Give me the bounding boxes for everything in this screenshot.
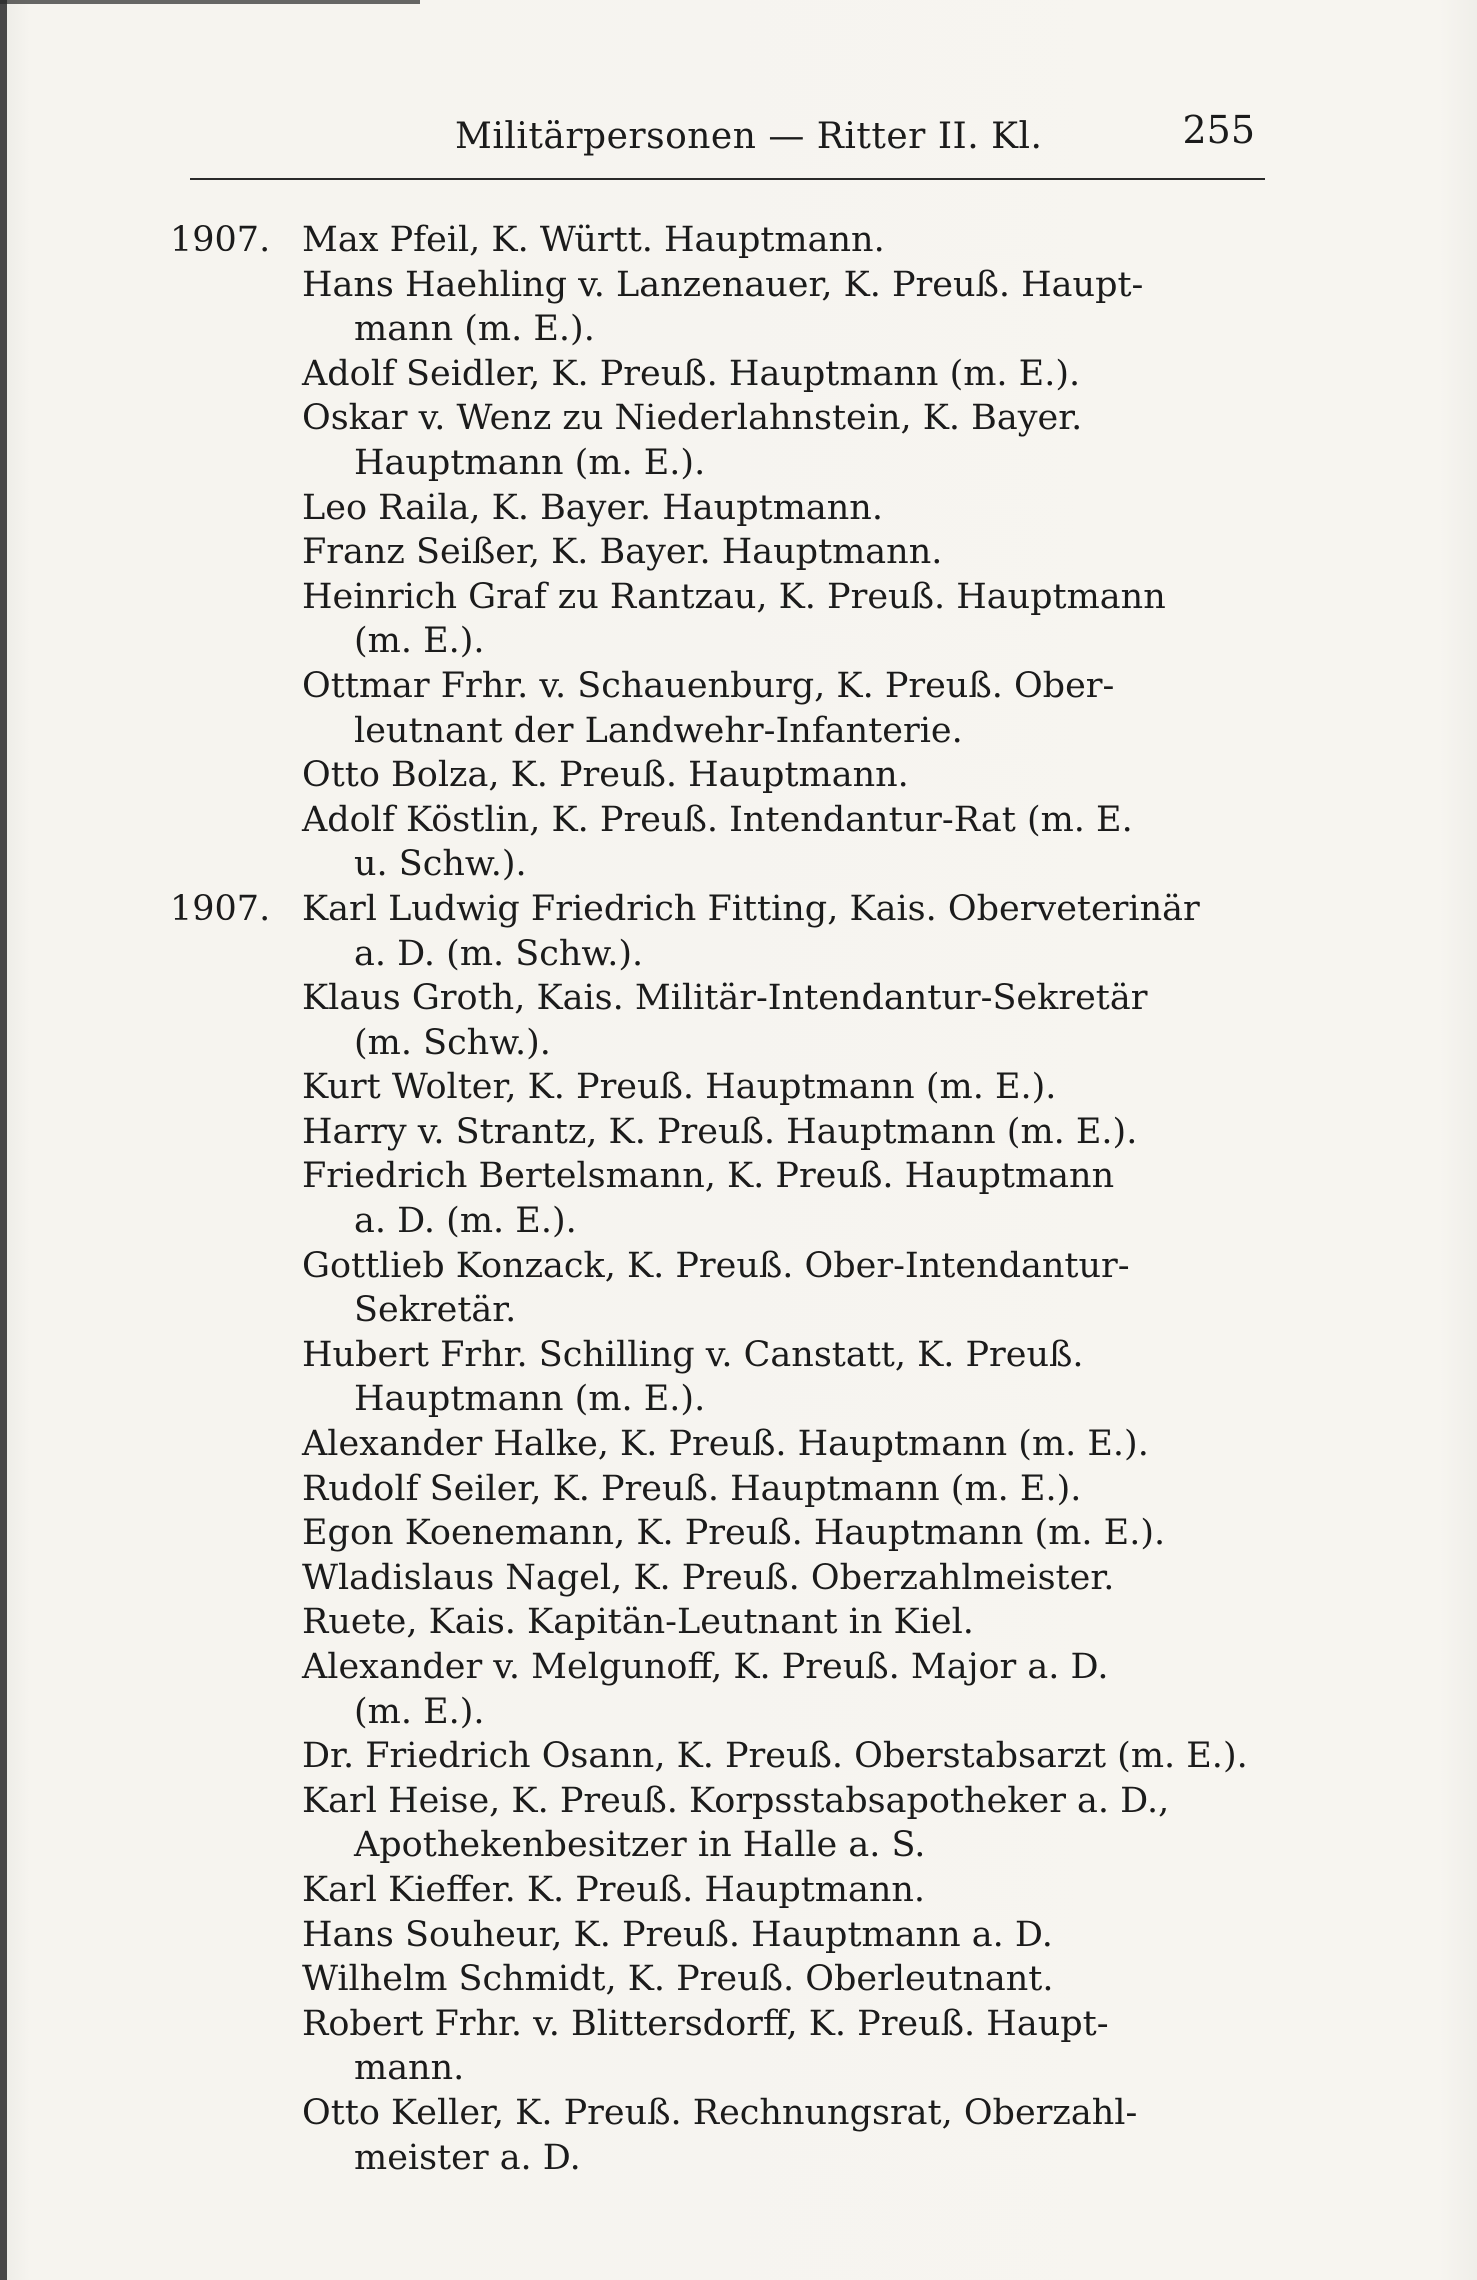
entry-line: Alexander Halke, K. Preuß. Hauptmann (m. E.).	[302, 1424, 1149, 1465]
entry-line: Kurt Wolter, K. Preuß. Hauptmann (m. E.).	[302, 1067, 1057, 1108]
running-head: Militärpersonen — Ritter II. Kl.	[455, 116, 1043, 157]
entry-year: 1907.	[170, 888, 271, 929]
entry-list	[170, 218, 1290, 2180]
list-item	[170, 218, 1290, 263]
list-item	[170, 486, 1290, 531]
list-item	[170, 575, 1290, 664]
list-item	[170, 1110, 1290, 1155]
entry-line: Otto Keller, K. Preuß. Rechnungsrat, Oberzahl-	[302, 2092, 1138, 2133]
entry-continuation-line: mann (m. E.).	[354, 309, 595, 350]
entry-line: Egon Koenemann, K. Preuß. Hauptmann (m. E.).	[302, 1513, 1166, 1554]
header-rule	[190, 178, 1265, 180]
list-item	[170, 1868, 1290, 1913]
list-item	[170, 1511, 1290, 1556]
list-item	[170, 263, 1290, 352]
entry-year: 1907.	[170, 220, 271, 260]
entry-continuation-line: (m. Schw.).	[354, 1022, 551, 1063]
scan-top-shadow	[0, 0, 420, 4]
entry-line: Harry v. Strantz, K. Preuß. Hauptmann (m. E.).	[302, 1111, 1138, 1152]
page-header	[455, 108, 1255, 168]
entry-continuation-line: Apothekenbesitzer in Halle a. S.	[354, 1825, 926, 1866]
entry-line: Hubert Frhr. Schilling v. Canstatt, K. Preuß.	[302, 1334, 1084, 1375]
entry-line: Dr. Friedrich Osann, K. Preuß. Oberstabsarzt (m. E.).	[302, 1736, 1248, 1777]
entry-line: Franz Seißer, K. Bayer. Hauptmann.	[302, 532, 943, 573]
list-item	[170, 887, 1290, 976]
list-item	[170, 352, 1290, 397]
list-item	[170, 1913, 1290, 1958]
entry-line: Adolf Seidler, K. Preuß. Hauptmann (m. E.).	[302, 353, 1081, 394]
list-item	[170, 1154, 1290, 1243]
entry-line: Alexander v. Melgunoff, K. Preuß. Major a. D.	[302, 1647, 1109, 1687]
entry-line: Hans Souheur, K. Preuß. Hauptmann a. D.	[302, 1914, 1053, 1955]
entry-line: Klaus Groth, Kais. Militär-Intendantur-Sekretär	[302, 978, 1148, 1019]
page-number: 255	[1182, 108, 1255, 152]
entry-line: Leo Raila, K. Bayer. Hauptmann.	[302, 487, 883, 528]
entry-line: Rudolf Seiler, K. Preuß. Hauptmann (m. E.).	[302, 1468, 1082, 1509]
list-item	[170, 2002, 1290, 2091]
list-item	[170, 976, 1290, 1065]
entry-line: Hans Haehling v. Lanzenauer, K. Preuß. Haupt-	[302, 264, 1144, 305]
entry-continuation-line: Sekretär.	[354, 1290, 517, 1331]
list-item	[170, 1556, 1290, 1601]
list-item	[170, 1244, 1290, 1333]
entry-line: Heinrich Graf zu Rantzau, K. Preuß. Hauptmann	[302, 576, 1166, 617]
entry-continuation-line: u. Schw.).	[354, 844, 527, 885]
entry-line: Otto Bolza, K. Preuß. Hauptmann.	[302, 755, 909, 796]
entry-continuation-line: a. D. (m. E.).	[354, 1201, 577, 1242]
entry-continuation-line: (m. E.).	[354, 1691, 485, 1732]
entry-line: Ottmar Frhr. v. Schauenburg, K. Preuß. Ober-	[302, 665, 1115, 706]
list-item	[170, 396, 1290, 485]
entry-line: Max Pfeil, K. Württ. Hauptmann.	[302, 220, 885, 260]
entry-line: Ruete, Kais. Kapitän-Leutnant in Kiel.	[302, 1602, 974, 1643]
entry-line: Robert Frhr. v. Blittersdorff, K. Preuß. Haupt-	[302, 2003, 1109, 2044]
list-item	[170, 530, 1290, 575]
list-item	[170, 664, 1290, 753]
entry-line: Karl Kieffer. K. Preuß. Hauptmann.	[302, 1869, 926, 1910]
list-item	[170, 1467, 1290, 1512]
scan-edge-shadow	[0, 0, 7, 2280]
entry-line: Karl Ludwig Friedrich Fitting, Kais. Oberveterinär	[302, 888, 1200, 929]
list-item	[170, 1422, 1290, 1467]
list-item	[170, 1645, 1290, 1734]
entry-continuation-line: mann.	[354, 2048, 465, 2089]
list-item	[170, 2091, 1290, 2180]
entry-continuation-line: (m. E.).	[354, 621, 485, 662]
entry-line: Gottlieb Konzack, K. Preuß. Ober-Intendantur-	[302, 1245, 1130, 1286]
list-item	[170, 798, 1290, 887]
entry-continuation-line: Hauptmann (m. E.).	[354, 442, 706, 483]
list-item	[170, 1600, 1290, 1645]
list-item	[170, 753, 1290, 798]
entry-line: Adolf Köstlin, K. Preuß. Intendantur-Rat (m. E.	[302, 799, 1133, 840]
list-item	[170, 1957, 1290, 2002]
entry-line: Wilhelm Schmidt, K. Preuß. Oberleutnant.	[302, 1959, 1054, 2000]
entry-continuation-line: a. D. (m. Schw.).	[354, 933, 644, 974]
list-item	[170, 1065, 1290, 1110]
list-item	[170, 1734, 1290, 1779]
list-item	[170, 1333, 1290, 1422]
entry-continuation-line: meister a. D.	[354, 2137, 581, 2178]
entry-line: Friedrich Bertelsmann, K. Preuß. Hauptmann	[302, 1156, 1115, 1197]
entry-line: Oskar v. Wenz zu Niederlahnstein, K. Bayer.	[302, 398, 1083, 439]
entry-line: Wladislaus Nagel, K. Preuß. Oberzahlmeister.	[302, 1557, 1115, 1598]
list-item	[170, 1779, 1290, 1868]
entry-continuation-line: leutnant der Landwehr-Infanterie.	[354, 710, 963, 751]
entry-continuation-line: Hauptmann (m. E.).	[354, 1379, 706, 1420]
entry-line: Karl Heise, K. Preuß. Korpsstabsapotheker a. D.,	[302, 1780, 1170, 1821]
